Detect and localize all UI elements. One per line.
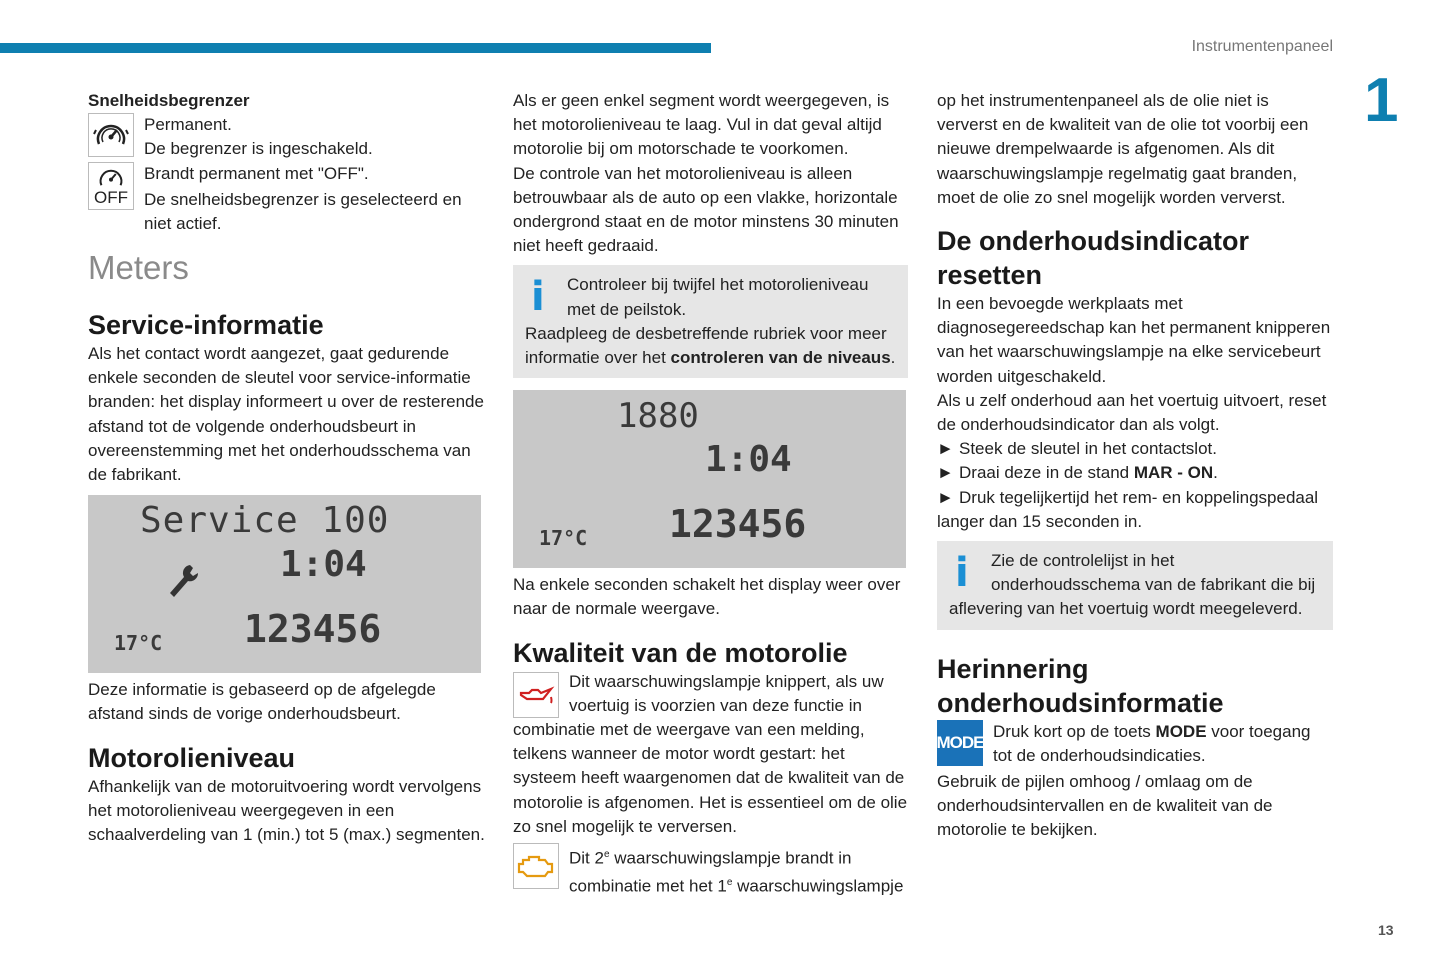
limiter-line2: De begrenzer is ingeschakeld. [144, 139, 373, 159]
section-title: Instrumentenpaneel [1191, 38, 1333, 55]
mode-post: voor toegang tot de onderhoudsindicaties. [993, 721, 1311, 765]
mode-row [937, 720, 1333, 768]
second-b: waarschuwingslampje brandt in combinatie met het 1 [569, 848, 852, 896]
oil-level-heading: Motorolieniveau [88, 742, 296, 773]
quality-heading: Kwaliteit van de motorolie [513, 637, 848, 668]
mode-bold: MODE [1155, 721, 1207, 741]
limiter-line4-wrap [88, 188, 488, 236]
step2-post: . [1213, 463, 1218, 483]
after-display-text: Na enkele seconden schakelt het display weer over naar de normale weergave. [513, 575, 901, 619]
lcd-odometer: 123456 [244, 607, 382, 652]
second-a: Dit 2 [569, 848, 604, 868]
mode-button-icon: MODE [937, 720, 983, 766]
lcd-odo-top: 1880 [617, 396, 699, 437]
service-text: Als het contact wordt aangezet, gaat gedurende enkele seconden de sleutel voor service-informatie branden: het display informeert u over de resterende afstand tot de volgende onderhoudsbeurt in overeenstemming met het onderhoudsschema van de fabrikant. [88, 344, 484, 485]
reset-step-3 [937, 486, 1333, 534]
info-icon: i [955, 550, 969, 597]
limiter-permanent [88, 113, 488, 161]
mode-text [993, 720, 1333, 768]
oil-para1: Als er geen enkel segment wordt weergegeven, is het motorolieniveau te laag. Vul in dat geval altijd motorolie bij om motorschade te voorkomen. [513, 91, 890, 159]
oil-para2: De controle van het motorolieniveau is alleen betrouwbaar als de auto op een vlakke, horizontale ondergrond staat en de motor minstens 30 minuten niet heeft gedraaid. [513, 163, 899, 256]
reset-heading: De onderhoudsindicator resetten [937, 226, 1250, 291]
chapter-number: 1 [1364, 66, 1399, 135]
second-c: waarschuwingslampje [732, 876, 904, 896]
speed-limiter-off-icon [88, 162, 134, 210]
lcd-time: 1:04 [280, 544, 367, 586]
note2 [525, 322, 896, 370]
lcd-time: 1:04 [705, 439, 792, 481]
lcd-temp: 17°C [539, 526, 588, 551]
service-display [88, 495, 481, 673]
arrows-text: Gebruik de pijlen omhoog / omlaag om de onderhoudsintervallen en de kwaliteit van de motorolie te bekijken. [937, 772, 1273, 840]
step1-text: Steek de sleutel in het contactslot. [959, 439, 1217, 459]
info-icon: i [531, 274, 545, 321]
limiter-line3: Brandt permanent met "OFF". [144, 163, 369, 183]
page-number: 13 [1378, 922, 1394, 938]
service-heading: Service-informatie [88, 310, 324, 341]
info-note-2 [937, 541, 1333, 630]
service-caption: Deze informatie is gebaseerd op de afgelegde afstand sinds de vorige onderhoudsbeurt. [88, 680, 436, 724]
note2-post: . [890, 348, 896, 368]
second-lamp-text [513, 839, 908, 899]
lcd-service-text: Service 100 [140, 500, 390, 542]
header-bar [0, 43, 711, 53]
bullet-icon: ► [937, 463, 954, 483]
reset-text1: In een bevoegde werkplaats met diagnosegereedschap kan het permanent knipperen van het waarschuwingslampje na elke servicebeurt worden uitgeschakeld. [937, 294, 1331, 386]
bullet-icon: ► [937, 439, 954, 459]
info-note-1 [513, 265, 908, 378]
meters-heading: Meters [88, 249, 189, 287]
column-1 [88, 89, 488, 847]
reset-text2: Als u zelf onderhoud aan het voertuig uitvoert, reset de onderhoudsindicator dan als volgt. [937, 390, 1327, 435]
wrench-icon [166, 561, 200, 608]
normal-display [513, 390, 906, 568]
column-3 [937, 89, 1333, 843]
sup-1: e [603, 849, 610, 861]
note2-pre: Raadpleeg de desbetreffende rubriek voor meer informatie over het [525, 323, 887, 368]
limiter-line4: De snelheidsbegrenzer is geselecteerd en niet actief. [144, 189, 462, 233]
reminder-heading: Herinnering onderhoudsinformatie [937, 653, 1224, 718]
lcd-odometer: 123456 [669, 502, 807, 547]
col3-para1: op het instrumentenpaneel als de olie niet is ververst en de kwaliteit van de olie tot voorbij een nieuwe drempelwaarde is afgenomen. Als dit waarschuwingslampje regelmatig gaat branden, moet de olie zo snel mogelijk worden ververst. [937, 91, 1309, 207]
reset-step-2 [937, 461, 1333, 485]
limiter-line1: Permanent. [144, 115, 232, 135]
oil-level-text: Afhankelijk van de motoruitvoering wordt vervolgens het motorolieniveau weergegeven in een schaalverdeling van 1 (min.) tot 5 (max.) segmenten. [88, 776, 485, 845]
limiter-title: Snelheidsbegrenzer [88, 91, 250, 110]
reset-step-1 [937, 437, 1333, 461]
bullet-icon: ► [937, 487, 954, 507]
speed-limiter-icon [88, 113, 134, 157]
sup-2: e [726, 876, 733, 888]
note-text: Zie de controlelijst in het onderhoudsschema van de fabrikant die bij aflevering van het voertuig wordt meegeleverd. [949, 551, 1316, 619]
mode-pre: Druk kort op de toets [993, 721, 1156, 741]
note2-bold: controleren van de niveaus [670, 348, 891, 368]
note1-text: Controleer bij twijfel het motorolieniveau met de peilstok. [567, 275, 869, 319]
off-label: OFF [94, 187, 128, 207]
step2-bold: MAR - ON [1133, 463, 1214, 483]
lcd-temp: 17°C [114, 631, 163, 656]
engine-amber-icon [513, 843, 559, 889]
quality-text: Dit waarschuwingslampje knippert, als uw voertuig is voorzien van deze functie in combinatie met de weergave van een melding, telkens wanneer de motor wordt gestart: het systeem heeft waargenomen dat de kwaliteit van de motorolie is afgenomen. Het is essentieel om de olie zo snel mogelijk te verversen. [513, 671, 908, 836]
oil-can-red-icon [513, 672, 559, 718]
column-2 [513, 89, 908, 899]
step3-text: Druk tegelijkertijd het rem- en koppelingspedaal langer dan 15 seconden in. [937, 487, 1319, 531]
step2-pre: Draai deze in de stand [959, 463, 1134, 483]
